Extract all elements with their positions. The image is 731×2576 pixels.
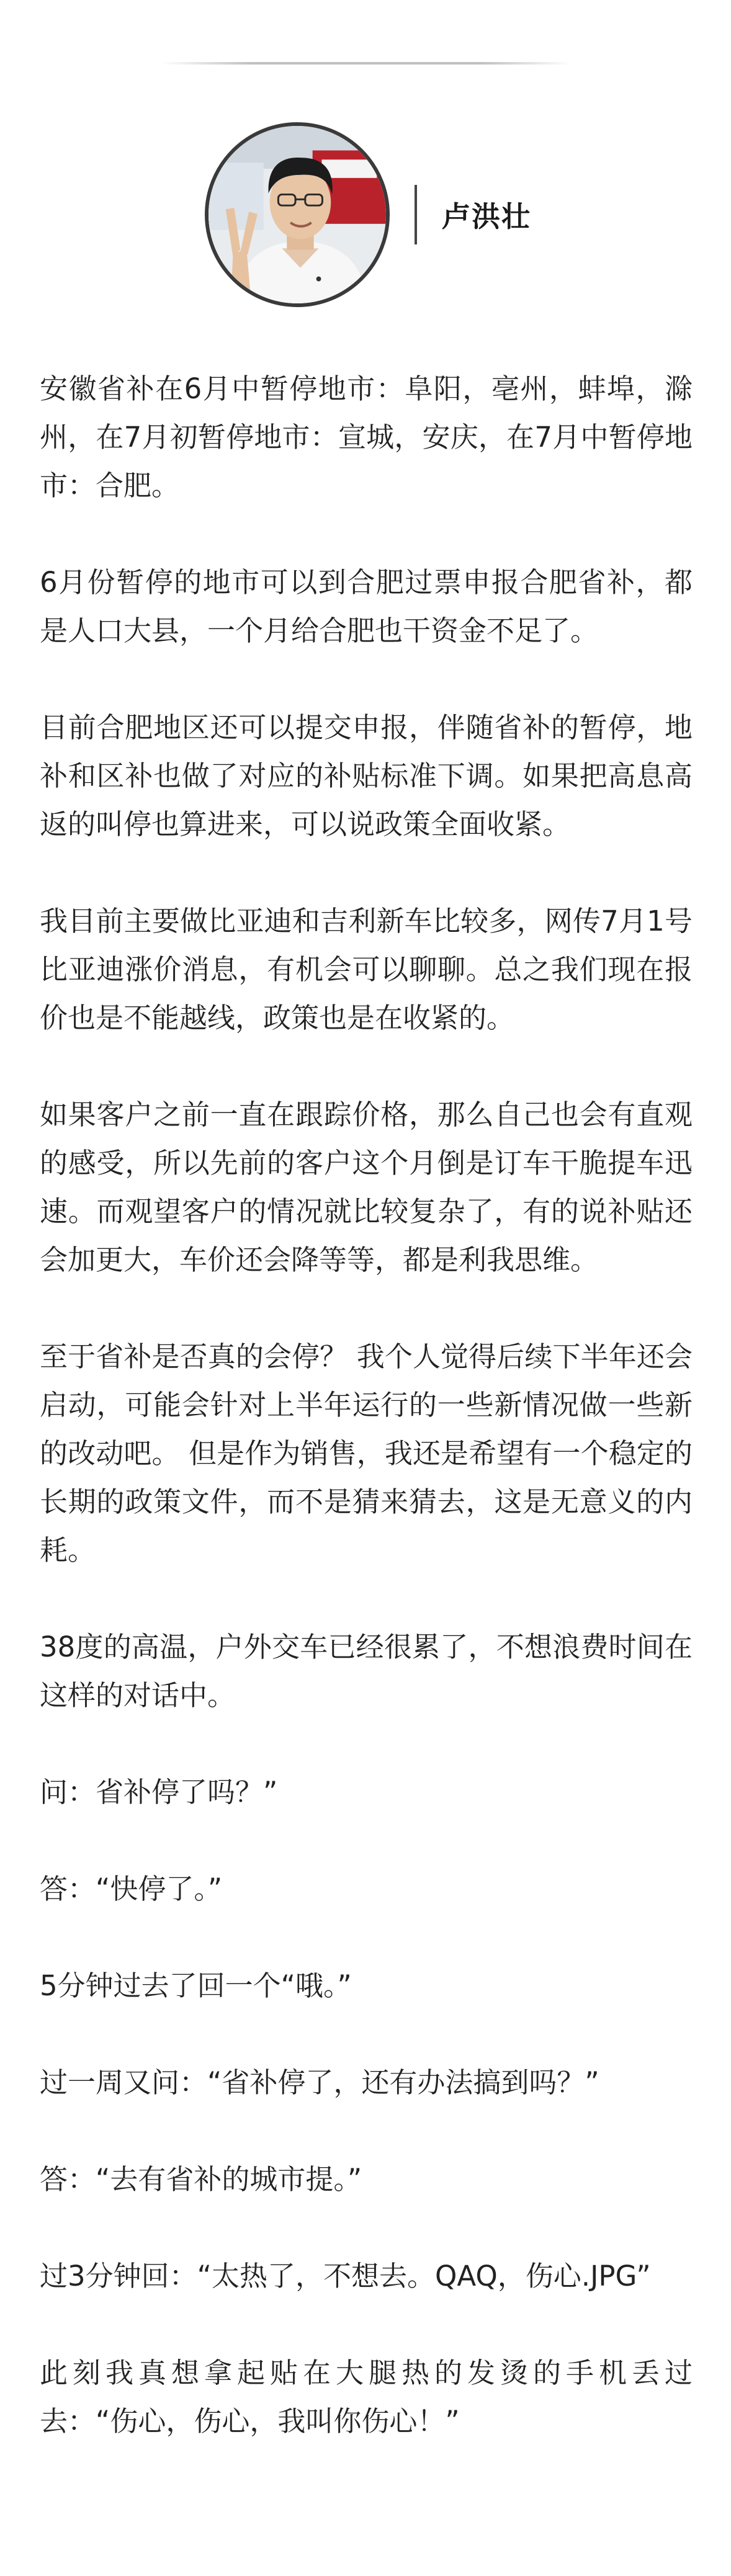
paragraph: 至于省补是否真的会停？ 我个人觉得后续下半年还会启动，可能会针对上半年运行的一些新情况做一些新的改动吧。 但是作为销售，我还是希望有一个稳定的长期的政策文件，而不是猜来猜去，这是无意义的内耗。	[40, 1340, 693, 1567]
dialogue-line: 5分钟过去了回一个“哦。”	[40, 1969, 352, 2002]
dialogue-line: 问：省补停了吗？”	[40, 1776, 278, 1809]
paragraph: 目前合肥地区还可以提交申报，伴随省补的暂停，地补和区补也做了对应的补贴标准下调。如果把高息高返的叫停也算进来，可以说政策全面收紧。	[40, 711, 693, 841]
paragraph: 6月份暂停的地市可以到合肥过票申报合肥省补，都是人口大县，一个月给合肥也干资金不足了。	[40, 566, 693, 647]
paragraph: 安徽省补在6月中暂停地市：阜阳，亳州，蚌埠，滁州，在7月初暂停地市：宣城，安庆，在7月中暂停地市：合肥。	[40, 372, 693, 502]
top-divider	[161, 62, 571, 65]
name-divider	[415, 185, 417, 244]
dialogue-line: 答：“快停了。”	[40, 1872, 223, 1905]
author-name: 卢洪壮	[442, 200, 531, 233]
person-avatar-icon	[209, 126, 386, 303]
author-header	[205, 122, 531, 308]
paragraph: 38度的高温，户外交车已经很累了，不想浪费时间在这样的对话中。	[40, 1630, 693, 1712]
paragraph: 此刻我真想拿起贴在大腿热的发烫的手机丢过去：“伤心，伤心，我叫你伤心！”	[40, 2356, 693, 2438]
paragraph: 如果客户之前一直在跟踪价格，那么自己也会有直观的感受，所以先前的客户这个月倒是订车干脆提车迅速。而观望客户的情况就比较复杂了，有的说补贴还会加更大，车价还会降等等，都是利我思维。	[40, 1098, 693, 1276]
article-body	[40, 365, 693, 2446]
dialogue-line: 过3分钟回：“太热了，不想去。QAQ，伤心.JPG”	[40, 2260, 651, 2292]
author-avatar[interactable]	[205, 122, 390, 307]
paragraph: 我目前主要做比亚迪和吉利新车比较多，网传7月1号比亚迪涨价消息，有机会可以聊聊。总之我们现在报价也是不能越线，政策也是在收紧的。	[40, 905, 693, 1034]
dialogue-line: 过一周又问：“省补停了，还有办法搞到吗？”	[40, 2066, 599, 2099]
dialogue-line: 答：“去有省补的城市提。”	[40, 2163, 362, 2196]
